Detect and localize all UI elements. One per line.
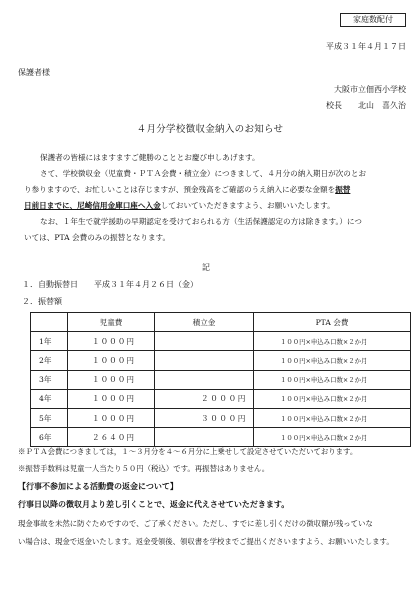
refund-line-1: 現金事故を未然に防ぐためですので、ご了承ください。ただし、すでに差し引くだけの徴収額が残っていな (18, 519, 373, 528)
header-pta: PTA 会費 (254, 313, 411, 332)
transfer-amount-label: ２．振替額 (22, 297, 62, 306)
header-jido: 児童費 (68, 313, 155, 332)
greeting-paragraph (24, 150, 404, 166)
notice-text-2: り参りますので、お忙しいことは存じますが、預金残高をご確認のうえ納入に必要な金額を (24, 185, 336, 194)
grade-cell: 6年 (31, 428, 68, 447)
pta-cell: １００円×申込み口数×２か月 (254, 389, 411, 408)
pta-cell: １００円×申込み口数×２か月 (254, 408, 411, 427)
header-grade (31, 313, 68, 332)
tsumitate-cell (155, 351, 254, 370)
jido-cell: １０００円 (68, 332, 155, 351)
ki-marker: 記 (202, 263, 210, 272)
grade-cell: 2年 (31, 351, 68, 370)
document-title: ４月分学校徴収金納入のお知らせ (136, 124, 284, 135)
fee-table (30, 312, 411, 447)
issue-date: 平成３１年４月１７日 (326, 42, 406, 51)
assistance-paragraph (24, 214, 404, 246)
tsumitate-cell (155, 370, 254, 389)
jido-cell: １０００円 (68, 389, 155, 408)
table-row (31, 351, 411, 370)
refund-lead: 行事日以降の徴収月より差し引くことで、返金に代えさせていただきます。 (18, 500, 290, 509)
grade-cell: 1年 (31, 332, 68, 351)
tsumitate-cell (155, 428, 254, 447)
pta-fee-note: ※ＰＴＡ会費につきましては，１～３月分を４～６月分に上乗せして設定させていただいております。 (18, 447, 358, 456)
assistance-text-2: いては、PTA 会費のみの振替となります。 (24, 233, 171, 242)
tsumitate-cell: ２０００円 (155, 389, 254, 408)
pta-cell: １００円×申込み口数×２か月 (254, 370, 411, 389)
transfer-date: １．自動振替日 平成３１年４月２６日（金） (22, 280, 198, 289)
notice-deadline-1: 振替 (335, 185, 351, 194)
grade-cell: 5年 (31, 408, 68, 427)
table-row (31, 370, 411, 389)
grade-cell: 3年 (31, 370, 68, 389)
table-row (31, 389, 411, 408)
header-tsumitate: 積立金 (155, 313, 254, 332)
tsumitate-cell (155, 332, 254, 351)
jido-cell: １０００円 (68, 351, 155, 370)
pta-cell: １００円×申込み口数×２か月 (254, 332, 411, 351)
tsumitate-cell: ３０００円 (155, 408, 254, 427)
pta-cell: １００円×申込み口数×２か月 (254, 428, 411, 447)
greeting-text: 保護者の皆様にはますますご健勝のこととお慶び申しあげます。 (40, 153, 260, 162)
notice-paragraph (24, 166, 404, 214)
table-row (31, 428, 411, 447)
principal-name: 校長 北山 喜久治 (326, 101, 406, 110)
refund-heading: 【行事不参加による活動費の返金について】 (18, 482, 178, 491)
notice-text-3: しておいていただきますよう、お願いいたします。 (160, 201, 335, 210)
table-row (31, 332, 411, 351)
distribution-tag: 家庭数配付 (340, 13, 406, 27)
pta-cell: １００円×申込み口数×２か月 (254, 351, 411, 370)
jido-cell: ２６４０円 (68, 428, 155, 447)
recipient: 保護者様 (18, 68, 50, 77)
notice-text-1: さて、学校徴収金（児童費・ＰＴＡ会費・積立金）につきまして、４月分の納入期日が次のとお (40, 169, 367, 178)
jido-cell: １０００円 (68, 370, 155, 389)
table-row (31, 408, 411, 427)
transfer-fee-note: ※振替手数料は児童一人当たり５０円（税込）です。再振替はありません。 (18, 464, 270, 473)
notice-deadline-2: 日前日までに、尼崎信用金庫口座へ入金 (24, 201, 161, 210)
refund-line-2: い場合は、現金で返金いたします。返金受領後、領収書を学校までご提出くださいますよう、お願いいたします。 (18, 537, 394, 546)
grade-cell: 4年 (31, 389, 68, 408)
fee-table-header (31, 313, 411, 332)
assistance-text-1: なお、１年生で就学援助の早期認定を受けておられる方（生活保護認定の方は除きます。）につ (40, 217, 362, 226)
jido-cell: １０００円 (68, 408, 155, 427)
school-name: 大阪市立佃西小学校 (334, 85, 406, 94)
